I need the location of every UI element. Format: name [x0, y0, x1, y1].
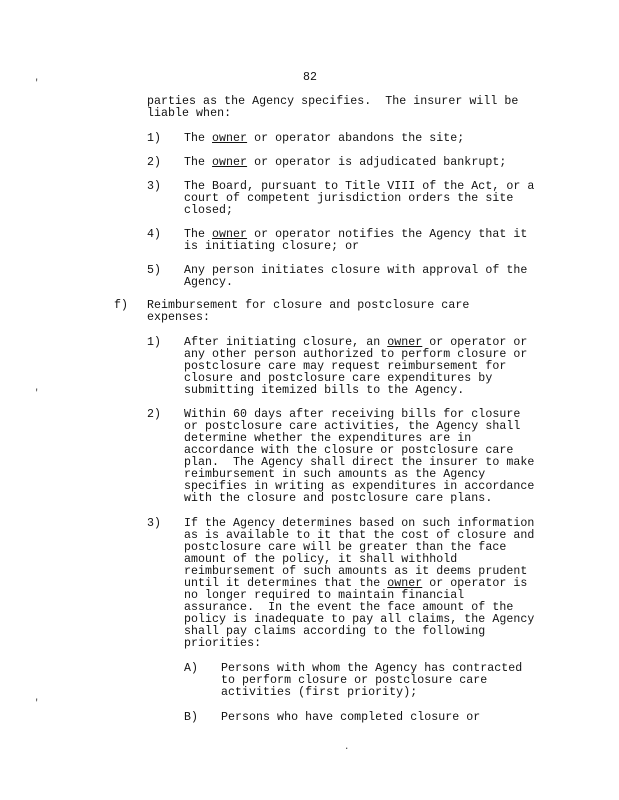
list-item-number: 4)	[147, 228, 162, 241]
list-item-text: Agency.	[184, 276, 234, 289]
list-item-number: 3)	[147, 517, 162, 530]
sub-item-text: Persons with whom the Agency has contracted	[221, 662, 523, 675]
list-item-text: The owner or operator notifies the Agency that it	[184, 228, 528, 241]
paragraph-line: Within 60 days after receiving bills for closure	[184, 408, 521, 421]
intro-line: parties as the Agency specifies. The insurer will be	[147, 95, 519, 108]
paragraph-line: policy is inadequate to pay all claims, the Agency	[184, 613, 535, 626]
sub-item-label: A)	[184, 662, 199, 675]
paragraph-line: shall pay claims according to the following	[184, 625, 486, 638]
paragraph-line: assurance. In the event the face amount of the	[184, 601, 514, 614]
section-label: f)	[114, 299, 129, 312]
list-item-number: 5)	[147, 264, 162, 277]
list-item-text: court of competent jurisdiction orders the site	[184, 192, 514, 205]
sub-item-text: Persons who have completed closure or	[221, 711, 481, 724]
scan-speck: .	[344, 742, 350, 752]
list-item-number: 3)	[147, 180, 162, 193]
paragraph-line: submitting itemized bills to the Agency.	[184, 384, 465, 397]
paragraph-line: reimbursement of such amounts as it deems prudent	[184, 565, 528, 578]
sub-item-text: to perform closure or postclosure care	[221, 674, 488, 687]
paragraph-line: plan. The Agency shall direct the insurer to make	[184, 456, 535, 469]
list-item-text: The owner or operator is adjudicated bankrupt;	[184, 156, 507, 169]
paragraph-line: After initiating closure, an owner or operator or	[184, 336, 528, 349]
list-item-text: Any person initiates closure with approval of the	[184, 264, 528, 277]
paragraph-line: any other person authorized to perform closure or	[184, 348, 528, 361]
paragraph-line: closure and postclosure care expenditures by	[184, 372, 493, 385]
margin-mark: '	[34, 388, 40, 398]
paragraph-line: or postclosure care activities, the Agency shall	[184, 420, 521, 433]
paragraph-line: determine whether the expenditures are in	[184, 432, 472, 445]
paragraph-line: as is available to it that the cost of closure and	[184, 529, 535, 542]
paragraph-line: specifies in writing as expenditures in accordance	[184, 480, 535, 493]
list-item-number: 2)	[147, 408, 162, 421]
section-heading: expenses:	[147, 311, 211, 324]
paragraph-line: priorities:	[184, 637, 262, 650]
list-item-text: closed;	[184, 204, 234, 217]
paragraph-line: If the Agency determines based on such information	[184, 517, 535, 530]
sub-item-text: activities (first priority);	[221, 686, 418, 699]
paragraph-line: postclosure care will be greater than the face	[184, 541, 507, 554]
list-item-text: The owner or operator abandons the site;	[184, 132, 465, 145]
list-item-number: 1)	[147, 336, 162, 349]
paragraph-line: no longer required to maintain financial	[184, 589, 465, 602]
page-number: 82	[303, 71, 318, 84]
list-item-text: is initiating closure; or	[184, 240, 360, 253]
intro-line: liable when:	[147, 107, 232, 120]
sub-item-label: B)	[184, 711, 199, 724]
margin-mark: '	[34, 78, 40, 88]
list-item-number: 2)	[147, 156, 162, 169]
paragraph-line: amount of the policy, it shall withhold	[184, 553, 458, 566]
paragraph-line: reimbursement in such amounts as the Agency	[184, 468, 486, 481]
list-item-text: The Board, pursuant to Title VIII of the Act, or a	[184, 180, 535, 193]
paragraph-line: until it determines that the owner or operator is	[184, 577, 528, 590]
list-item-number: 1)	[147, 132, 162, 145]
paragraph-line: accordance with the closure or postclosure care	[184, 444, 514, 457]
paragraph-line: with the closure and postclosure care plans.	[184, 492, 493, 505]
section-heading: Reimbursement for closure and postclosure care	[147, 299, 470, 312]
paragraph-line: postclosure care may request reimbursement for	[184, 360, 507, 373]
margin-mark: '	[34, 698, 40, 708]
